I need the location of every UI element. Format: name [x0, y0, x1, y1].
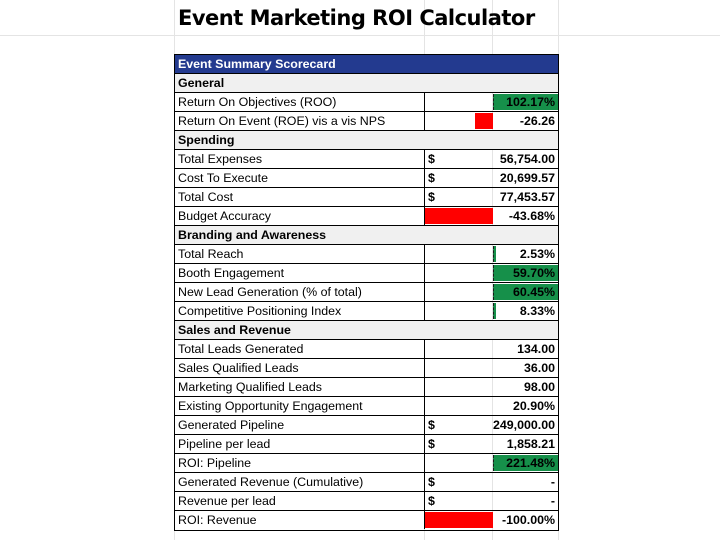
row-label: Booth Engagement [175, 264, 425, 282]
gridline [0, 35, 720, 36]
currency-symbol: $ [428, 418, 435, 432]
row-label: Revenue per lead [175, 492, 425, 510]
section-label: Branding and Awareness [178, 228, 327, 242]
table-row[interactable] [175, 93, 558, 112]
table-row[interactable] [175, 397, 558, 416]
table-row[interactable] [175, 245, 558, 264]
row-value: -43.68% [508, 209, 555, 223]
table-row[interactable] [175, 435, 558, 454]
row-label: Existing Opportunity Engagement [175, 397, 425, 415]
row-value: 249,000.00 [493, 418, 556, 432]
negative-data-bar [425, 208, 493, 224]
currency-cell [425, 492, 493, 510]
table-row[interactable] [175, 302, 558, 321]
negative-data-bar [425, 512, 493, 528]
row-value: 77,453.57 [499, 190, 555, 204]
table-row[interactable] [175, 473, 558, 492]
currency-symbol: $ [428, 152, 435, 166]
table-row[interactable] [175, 264, 558, 283]
currency-cell [425, 264, 493, 282]
row-value: -100.00% [501, 513, 555, 527]
table-row[interactable] [175, 112, 558, 131]
section-header-row[interactable] [175, 321, 558, 340]
row-value: 98.00 [523, 380, 555, 394]
row-label: Sales Qualified Leads [175, 359, 425, 377]
row-value: 59.70% [512, 266, 555, 280]
row-value: 134.00 [517, 342, 555, 356]
currency-cell [425, 435, 493, 453]
row-value: 1,858.21 [506, 437, 555, 451]
table-row[interactable] [175, 378, 558, 397]
currency-symbol: $ [428, 437, 435, 451]
currency-cell [425, 93, 493, 111]
table-row[interactable] [175, 359, 558, 378]
currency-cell [425, 378, 493, 396]
row-value: 20,699.57 [499, 171, 555, 185]
page-title: Event Marketing ROI Calculator [178, 6, 535, 30]
table-row[interactable] [175, 188, 558, 207]
currency-cell [425, 150, 493, 168]
table-header-label: Event Summary Scorecard [178, 57, 336, 71]
row-label: Cost To Execute [175, 169, 425, 187]
row-value: 60.45% [512, 285, 555, 299]
currency-cell [425, 302, 493, 320]
currency-symbol: $ [428, 171, 435, 185]
currency-cell [425, 359, 493, 377]
table-row[interactable] [175, 150, 558, 169]
row-value: 20.90% [512, 399, 555, 413]
currency-symbol: $ [428, 190, 435, 204]
section-label: Sales and Revenue [178, 323, 291, 337]
section-header-row[interactable] [175, 131, 558, 150]
scorecard-table [174, 54, 559, 531]
row-value: 221.48% [506, 456, 555, 470]
row-label: Total Reach [175, 245, 425, 263]
row-label: Return On Event (ROE) vis a vis NPS [175, 112, 425, 130]
row-label: Generated Pipeline [175, 416, 425, 434]
row-label: Competitive Positioning Index [175, 302, 425, 320]
currency-cell [425, 397, 493, 415]
currency-cell [425, 283, 493, 301]
row-value: -26.26 [519, 114, 555, 128]
table-row[interactable] [175, 283, 558, 302]
row-label: Budget Accuracy [175, 207, 425, 225]
table-row[interactable] [175, 454, 558, 473]
currency-cell [425, 188, 493, 206]
table-row[interactable] [175, 492, 558, 511]
table-row[interactable] [175, 169, 558, 188]
section-label: General [178, 76, 225, 90]
currency-cell [425, 416, 493, 434]
row-value: 8.33% [519, 304, 555, 318]
row-value: 36.00 [523, 361, 555, 375]
row-label: ROI: Revenue [175, 511, 425, 529]
currency-symbol: $ [428, 494, 435, 508]
row-label: Total Cost [175, 188, 425, 206]
currency-symbol: $ [428, 475, 435, 489]
row-label: Return On Objectives (ROO) [175, 93, 425, 111]
row-value: 56,754.00 [499, 152, 555, 166]
negative-data-bar [475, 113, 493, 129]
table-row[interactable] [175, 511, 558, 530]
table-row[interactable] [175, 416, 558, 435]
section-label: Spending [178, 133, 235, 147]
table-row[interactable] [175, 340, 558, 359]
row-label: Marketing Qualified Leads [175, 378, 425, 396]
currency-cell [425, 169, 493, 187]
currency-cell [425, 454, 493, 472]
table-row[interactable] [175, 207, 558, 226]
currency-cell [425, 340, 493, 358]
section-header-row[interactable] [175, 74, 558, 93]
section-header-row[interactable] [175, 226, 558, 245]
row-label: Pipeline per lead [175, 435, 425, 453]
row-label: ROI: Pipeline [175, 454, 425, 472]
row-value: 2.53% [519, 247, 555, 261]
row-value: 102.17% [506, 95, 555, 109]
row-value: - [550, 494, 555, 508]
row-label: Generated Revenue (Cumulative) [175, 473, 425, 491]
row-label: Total Expenses [175, 150, 425, 168]
table-header-row[interactable] [175, 55, 558, 74]
currency-cell [425, 245, 493, 263]
currency-cell [425, 473, 493, 491]
row-value: - [550, 475, 555, 489]
row-label: Total Leads Generated [175, 340, 425, 358]
row-label: New Lead Generation (% of total) [175, 283, 425, 301]
